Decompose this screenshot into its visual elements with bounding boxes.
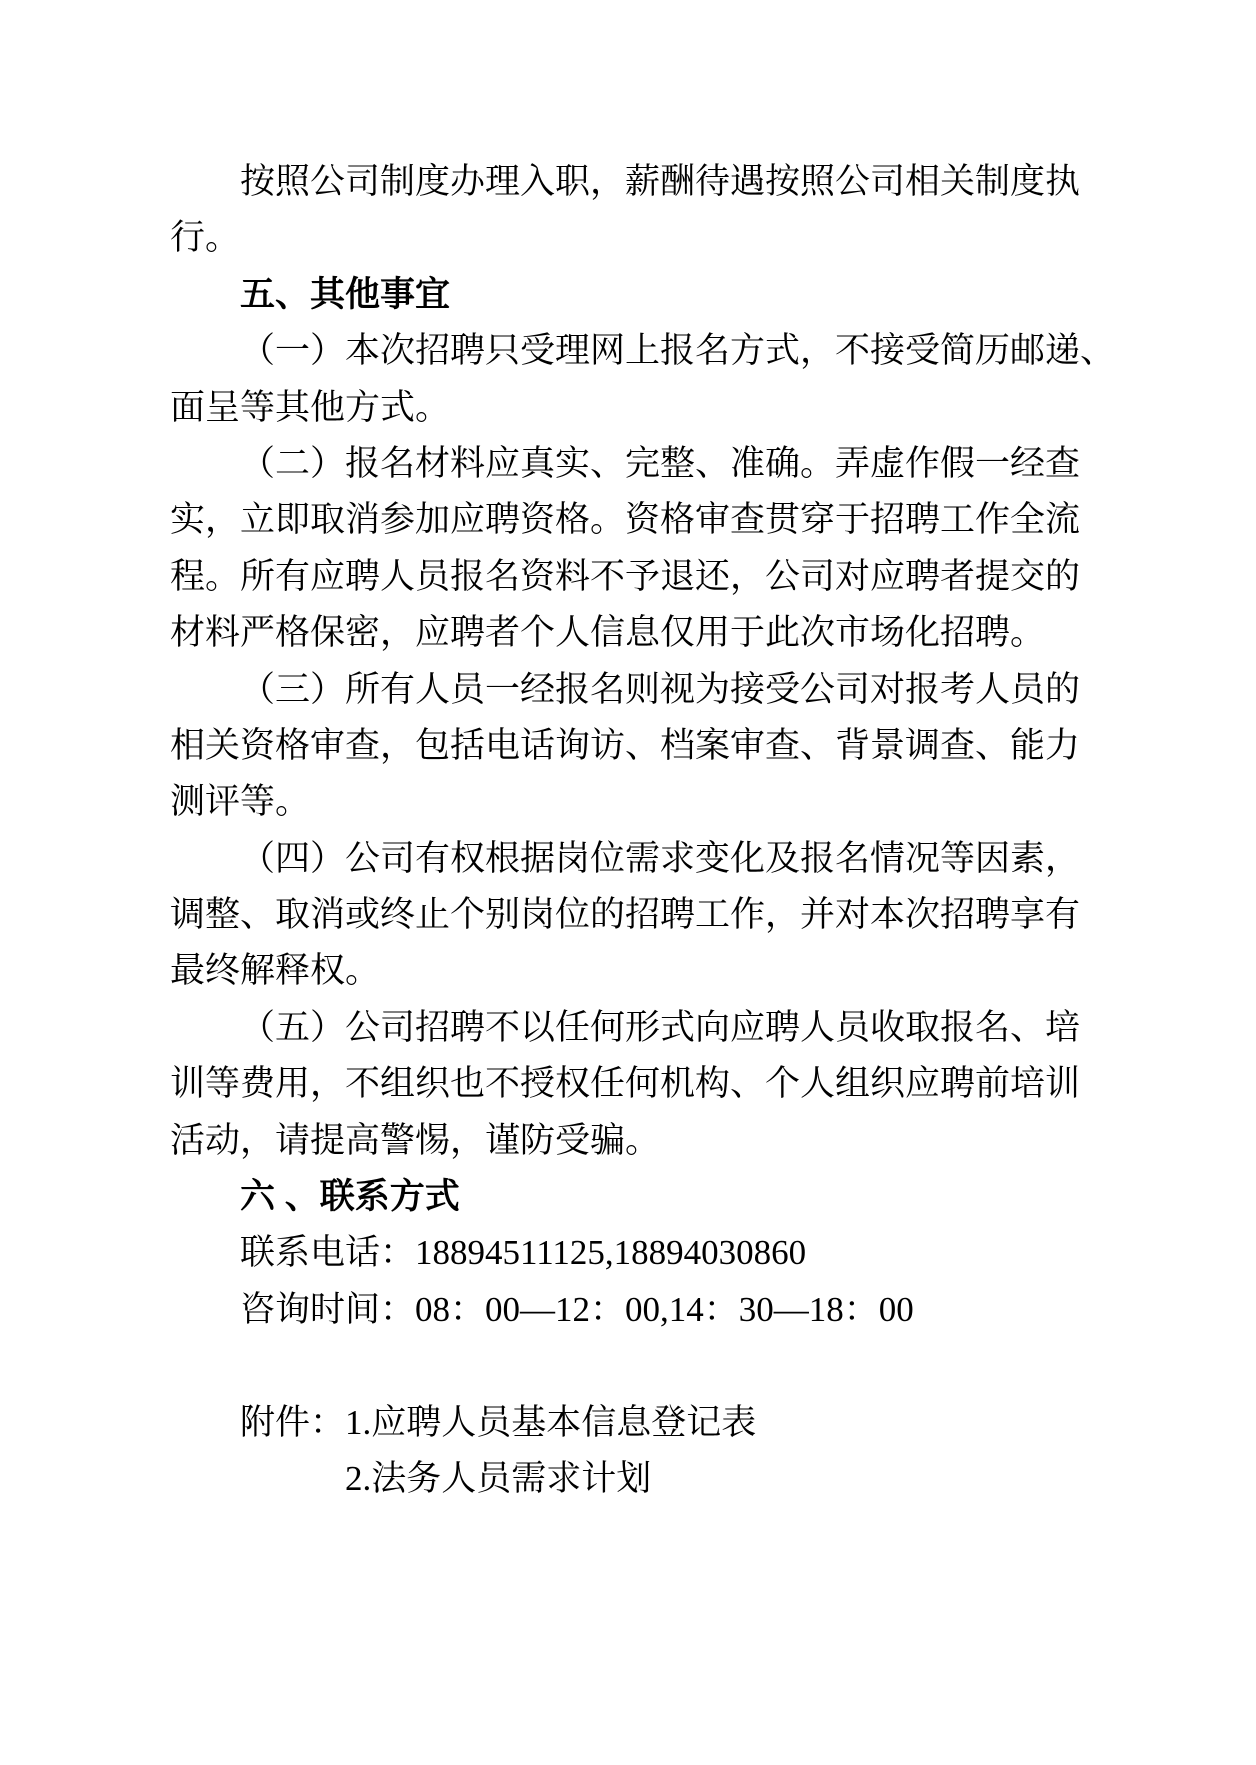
heading-contact: 六 、联系方式: [240, 1177, 460, 1217]
blank-line: [170, 1338, 1082, 1394]
onboarding-line-1: 按照公司制度办理入职，薪酬待遇按照公司相关制度执: [240, 162, 1081, 201]
item-four-line-3: 最终解释权。: [170, 951, 381, 991]
item-three-line-2: 相关资格审查，包括电话询访、档案审查、背景调查、能力: [170, 725, 1081, 765]
item-two-line-4: 材料严格保密，应聘者个人信息仅用于此次市场化招聘。: [170, 613, 1046, 653]
item-two-line-3: 程。所有应聘人员报名资料不予退还，公司对应聘者提交的: [170, 556, 1081, 596]
onboarding-line-2: 行。: [170, 218, 241, 258]
item-two-line-1: （二）报名材料应真实、完整、准确。弄虚作假一经查: [240, 443, 1081, 483]
item-four-line-1: （四）公司有权根据岗位需求变化及报名情况等因素，: [240, 838, 1081, 878]
item-one-line-2: 面呈等其他方式。: [170, 387, 451, 427]
attachment-line-2: 2.法务人员需求计划: [345, 1458, 652, 1498]
item-three-line-3: 测评等。: [170, 782, 311, 822]
item-five-line-3: 活动，请提高警惕，谨防受骗。: [170, 1120, 661, 1160]
heading-other-matters: 五、其他事宜: [240, 274, 451, 314]
document-text-block: [170, 154, 1116, 1507]
item-three-line-1: （三）所有人员一经报名则视为接受公司对报考人员的: [240, 669, 1081, 709]
item-five-line-2: 训等费用，不组织也不授权任何机构、个人组织应聘前培训: [170, 1064, 1081, 1104]
item-two-line-2: 实，立即取消参加应聘资格。资格审查贯穿于招聘工作全流: [170, 500, 1081, 540]
item-five-line-1: （五）公司招聘不以任何形式向应聘人员收取报名、培: [240, 1007, 1081, 1047]
item-four-line-2: 调整、取消或终止个别岗位的招聘工作，并对本次招聘享有: [170, 895, 1081, 935]
attachment-line-1: 附件：1.应聘人员基本信息登记表: [240, 1402, 757, 1442]
contact-phone-line: 联系电话：18894511125,18894030860: [240, 1233, 807, 1273]
item-one-line-1: （一）本次招聘只受理网上报名方式，不接受简历邮递、: [240, 331, 1116, 371]
contact-hours-line: 咨询时间：08：00—12：00,14：30—18：00: [240, 1289, 914, 1329]
